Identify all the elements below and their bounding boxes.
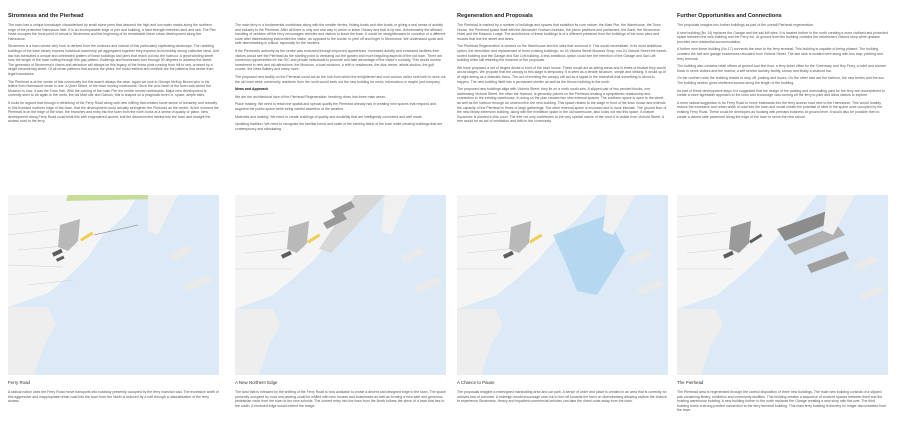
section-heading: Stromness and the Pierhead xyxy=(8,13,84,19)
panel-stromness xyxy=(8,0,219,437)
paragraph: Place making: We need to retain the spatial and special quality the Pierhead already has in creating new spaces that respond and augment the public space while being careful assertion of the weather. xyxy=(235,102,436,111)
paragraph: The main ferry is a fundamental contributor along with the smaller ferries, fishing boats and dive boats, in giving a real sense of activity and industry to the Pierhead. After all there is only one real way to arrive or leave Orkney and that is by sea. Unfortunately the efficient handling of vehicles off the ferry encourages vehicles and visitors to leave the town. It would be straightforward to conceive of a different route after disembarking that invites the visitor, as opposed to the tourist, to peel off and linger in Stromness. We understand quick and safe disembarking is critical, especially for the hauliers. xyxy=(235,23,446,46)
caption-text: The Pierhead area is regenerated through the careful disposition of three new buildings. The main new building consists of a slipped pair containing library, exhibition and community facilities. This building creates a sequence of covered spaces between itself and the existing warehouse building. A new building further to the north replaces the Garage creating a new shop with flat over. The third building forms a strong pointed connection to the ferry terminal building. This main ferry building is thereby no longer disconnected from the town. xyxy=(677,390,887,413)
paragraph: The building also contains retail offices at ground and first floor, a ferry ticket office for the Greenway and Hoy Ferry, a toilet and shower block to serve visitors and the marina, a self service laundry facility, shows and finally a seafood bar. xyxy=(677,64,887,73)
paragraph: It could be argued that through a rethinking of the Ferry Road along with new infilling that creates some sense of humanity and urbanity to this frontand northern edge of the town, that the development could actually strengthen the Pierhead as the centre. At the moment the Pierhead is on the edge of the town, the branches and entry into the town from the north looks at a sense of quality or place. New development along Ferry Road could treat this with engendered accent, knit the disconnected marina into the town and straight the access road to the ferry. xyxy=(8,100,219,124)
panel-regeneration xyxy=(457,0,668,437)
paragraph: A new building (No 14) replaces the Garage and the sail loft sites. It is located further to the north creating a more civilised and protected space between the new building and the Ferry inn. At ground level the building contains the refurbished Victoria shop while upstairs provides new residential accommodation. xyxy=(677,30,888,44)
paragraph: A more radical suggestion is for Ferry Road to move eastwards into the ferry access road next to the Hamnavoe. This would notably reduce the excessive and urban width of road into the town and would create the potential of sites in the space once occupied by the existing Ferry Road. These could be developed as housing with perhaps business at ground level. It would also be possible then to create a decent safe pavement along the edge of the town to serve the new school. xyxy=(677,100,883,119)
caption-title: A Chance to Pause xyxy=(457,380,495,385)
caption-title: The Pierhead xyxy=(677,380,704,385)
paragraph: The proposed new buildings align with Victoria Street, they lie on a north south axis. A slipped pair of two pended blocks, one addressing Victoria Street, the other the Harbour, is generally placed on the Pierhead creating a sympathetic relationship and connection to the existing warehouse. In doing so the plan creates two new external spaces. The southern space is open to the street as well as the harbour through an undercroft in the new building. This space relates to the stage in front of the town house and extends the capacity of the Pierhead in times of large gatherings. The other external space is enclosed and is more intimate. The ground floor of the new library extension building, along with the exhibition space in the old warehouse, also looks out into this space. A mature Sycamore is planted in this court. The tree not only contributes to the very special nature of the court it is visible from Victoria Street. A tree would be an act of ventilation and faith in the community. xyxy=(457,87,667,124)
paragraph: As part of these development steps it is suggested that the design of the parking and marshalling yard for the ferry are reconsidered to create a more agreeable approach to the town and encourage cars coming off the ferry to park and allow visitors to explore. xyxy=(677,88,885,98)
paragraph: On the northern side the building relates to drop off, parking and buses. On the other side are the harbour, the new berths and the sun. The building section gives sheltered access along the length of the building. xyxy=(677,76,886,85)
body-text xyxy=(8,23,219,189)
paragraph: Stromness is a town whose very form is derived from the contours and natural of this particularly captivating landscape. The rambling buildings of the town clearly express individual ownership yet aggregated together they express an incredibly strong collective ideal. Unit law has fabricated a unique and celebrated pattern of linear buildings and piers that reach out into the harbour. A great winding street runs the length of the town cutting through this gap pattern. Buildings and businesses turn through 90 degrees to address the street. The generator of Stromness's charm and attraction will always be this legacy of the linear plots running from hill to sea, crossed by a single meandering street. Of all urban patterns that survive the years, the most resilient and credible are the patterns that derive from legal boundaries. xyxy=(8,44,219,76)
paragraph: We have proposed a set of hinged decks in front of the town house. These would act as sitting areas and in times of festival they would act as stages. We propose that the canopy to this stage is temporary. It is seen as a tensile structure, simple and striking. It would up-lit at night acting as a dramatic focus. The act of erecting the canopy will act as a signal to the townsfolk that something is about to happen. The new building itself has a permanent shelter as well as the thrown building to the north. xyxy=(457,65,666,84)
caption-text: The proposals imagine a redesigned marshalling area and car park. A sense of order and place is created in an area that is currently an unloved sea of concrete. A redesign would encourage cars out to turn off towards the town on disembarking allowing visitors the chance to experience Stromness. Heavy and impatient commercial vehicles can take the direct route away from the town. xyxy=(457,390,667,404)
map-pierhead xyxy=(677,195,888,375)
body-text xyxy=(677,23,888,189)
paragraph: The Pierhead Regeneration is centred on the Warehouse and the sites that surround it. This would necessitate, in its most ambitious option, the demolition and replacement of three existing buildings; no 16 Victoria Street Mosaics Shop, nos 24 Victoria Street the funnel-roofed building and the Garage and Sail Loft building. A less ambitious option could see the retention of the Garage and Sail Loft building while still retaining the essence of the proposals. xyxy=(457,44,668,63)
panel-further-opportunities xyxy=(677,0,888,437)
caption-text: The land that is released by the shifting of the Ferry Road is now available to create a decent and designed edge to the town. The space presently occupied by road and parking could be infilled with new houses and businesses as well as forming a new safe and generous pedestrian route from the town to the new schools. The current entry into the town from the North follows the piece of a town that ties to the south. A renewed edge would extend the image. xyxy=(235,390,446,408)
caption-text: A radical notion uses the Ferry Road move transports into roadway presently occupied by the ferry marshal road. The excessive width of this aggressive and inappropriate urban road into the town from the North is reduced by a half through a rationalisation of the ferry access. xyxy=(8,390,219,404)
paragraph: The proposed new facility on the Pierhead could act as the hub from which the enlightened and now curious visitor sets forth to seek out the old town while community residents from the north would seek out the new building for news, information or maybe just company. xyxy=(235,74,446,84)
panel-northern-edge xyxy=(235,0,446,437)
paragraph: The proposals imagine two further buildings as part of the overall Pierhead regeneration. xyxy=(677,23,814,27)
section-heading: Regeneration and Proposals xyxy=(457,13,533,19)
map-northern-edge xyxy=(235,195,446,375)
body-text xyxy=(235,23,446,189)
paragraph: Materials and making: We need to create buildings of quality and durability that are intelligently conceived and well made. xyxy=(235,114,423,119)
paragraph: A further new linear building (No 17) connects the town to the ferry terminal. This building is capable of being phased. The building contains the taxi and garage businesses relocated from Victoria Street. The taxi rank is located here along with bus stop, parking and ferry terminal. xyxy=(677,47,883,61)
caption-title: Ferry Road xyxy=(8,380,30,385)
caption-title: A New Northern Edge xyxy=(235,380,278,385)
paragraph: Ideas and Approach xyxy=(235,87,269,92)
body-text xyxy=(457,23,668,189)
section-heading: Further Opportunities and Connections xyxy=(677,13,782,19)
paragraph: The Pierhead is at the centre of this community but this wasn't always the case. Again we look to George McKay Brown who in his letters from Hamnavoe wrote in one: A Quiet Street, of the town moving northwards. Once the civic heart of the town was where the Museum is now, it was the Town Hall. With the coming of the main Pier the centre moved northwards. Major new development is currently seen to be again in the north, the old Mart site and Garson, this is shaped on a pragmatic level i.e. space, ample sites. xyxy=(8,79,212,98)
paragraph: The town has a unique townscape characterised by small stone piers that descend the high and low water marks along the northern edge of the protected Hamnavoe inlet. It is an incomparable edge of pier and building, a hard strength between land and sea. The Pier Head occupies the focal point of arrival in Stromness and the beginning of its remarkable linear urban development along the Hamnavoe. xyxy=(8,23,216,41)
paragraph: We are the architectural face of the Pierhead Regeneration: breaking down into three main areas. xyxy=(235,94,386,99)
paragraph: If the Pierhead's authority as the centre was endorsed through improved appearance, increased activity and enhanced facilities then visitors would see the Pierhead as the starting point to venturing out the garden and more beguiling aspects of the old town. There are numerous opportunities for the OIC and private individuals to promote and take advantage of the visitor's curiosity. This would involve investment in new and old attractions: the Museum, a boat museum, a refit or residences, the dive center, artists studios, the golf course, the Ness Battery and many more. xyxy=(235,48,443,72)
paragraph: The Pierhead is marked by a number of buildings and spaces that establish its core nature; the Main Pier, the Warehouse, the Town House, the Pierhead space itself with the Alexander Graham fountain, the picnic pavilions and parliament, the Bank, the Stromness Hotel and the Masonic Lodge. The architecture of these buildings is of a different presence from the buildings of the town piers and houses that line the street and lanes. xyxy=(457,23,661,41)
map-ferry-road xyxy=(8,195,219,375)
map-chance-to-pause xyxy=(457,195,668,375)
paragraph: Updating tradition: We need to recognise the familiar forms and scale of the existing fabric of the town while creating buildings that are contemporary and stimulating. xyxy=(235,122,443,131)
